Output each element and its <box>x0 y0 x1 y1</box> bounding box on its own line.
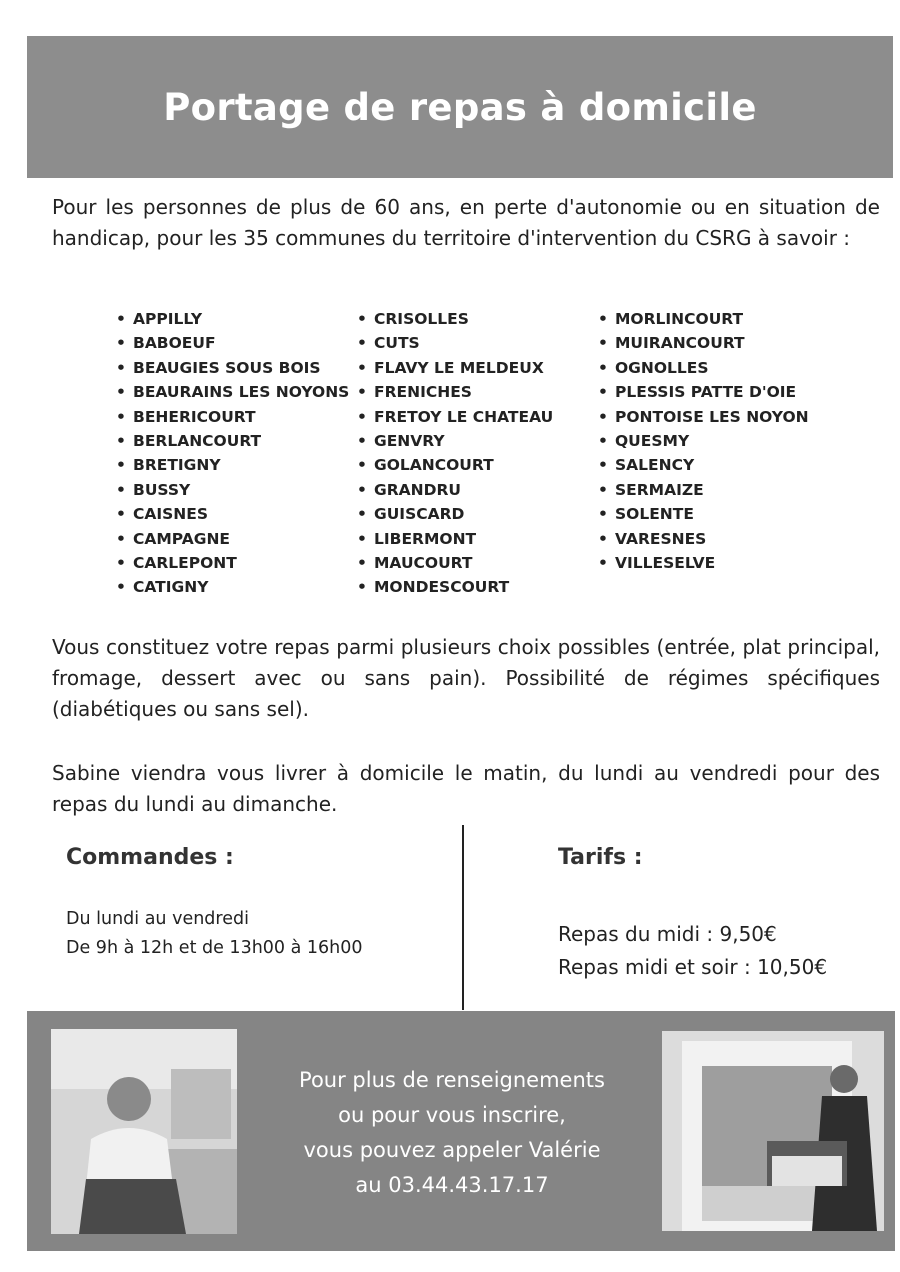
tarifs-prices <box>558 918 827 984</box>
contact-banner <box>27 1011 895 1251</box>
bullet-icon: • <box>598 432 608 451</box>
commune-name: QUESMY <box>615 432 690 451</box>
bullet-icon: • <box>116 432 126 451</box>
commune-name: GRANDRU <box>374 480 462 499</box>
commune-name: MAUCOURT <box>374 554 473 573</box>
communes-column-1 <box>116 307 357 600</box>
contact-line-2: ou pour vous inscrire, <box>338 1103 566 1127</box>
commune-name: VILLESELVE <box>615 554 716 573</box>
bullet-icon: • <box>598 334 608 353</box>
commune-name: CATIGNY <box>133 578 209 597</box>
contact-line-1: Pour plus de renseignements <box>299 1068 605 1092</box>
bullet-icon: • <box>357 505 367 524</box>
commandes-hours <box>66 905 363 963</box>
contact-line-3: vous pouvez appeler Valérie <box>303 1138 601 1162</box>
commune-name: CRISOLLES <box>374 310 469 328</box>
bullet-icon: • <box>116 505 126 524</box>
commune-item <box>116 575 357 599</box>
bullet-icon: • <box>598 358 608 377</box>
commune-item <box>116 527 357 551</box>
commune-item <box>357 331 598 355</box>
commune-item <box>116 307 357 331</box>
commune-name: CAMPAGNE <box>133 529 231 548</box>
commune-name: CAISNES <box>133 505 209 524</box>
commune-item <box>116 429 357 453</box>
bullet-icon: • <box>116 310 126 328</box>
commune-item <box>116 356 357 380</box>
bullet-icon: • <box>357 529 367 548</box>
commune-name: OGNOLLES <box>615 358 709 377</box>
section-divider <box>462 825 464 1010</box>
bullet-icon: • <box>116 383 126 402</box>
commune-item <box>598 307 868 331</box>
commune-name: BERLANCOURT <box>133 432 262 451</box>
bullet-icon: • <box>116 529 126 548</box>
commune-name: LIBERMONT <box>374 529 477 548</box>
commune-name: GUISCARD <box>374 505 465 524</box>
commune-name: BEHERICOURT <box>133 407 256 426</box>
bullet-icon: • <box>116 358 126 377</box>
commune-name: BRETIGNY <box>133 456 221 475</box>
page-title: Portage de repas à domicile <box>163 85 757 129</box>
bullet-icon: • <box>598 480 608 499</box>
bullet-icon: • <box>357 554 367 573</box>
commune-item <box>116 453 357 477</box>
bullet-icon: • <box>116 456 126 475</box>
bullet-icon: • <box>357 334 367 353</box>
communes-column-2 <box>357 307 598 600</box>
tarif-midi: Repas du midi : 9,50€ <box>558 922 777 946</box>
bullet-icon: • <box>357 310 367 328</box>
bullet-icon: • <box>357 383 367 402</box>
commune-item <box>598 331 868 355</box>
commune-item <box>357 380 598 404</box>
commune-name: MUIRANCOURT <box>615 334 745 353</box>
commune-item <box>357 405 598 429</box>
commandes-times: De 9h à 12h et de 13h00 à 16h00 <box>66 938 363 958</box>
commune-item <box>116 502 357 526</box>
bullet-icon: • <box>598 383 608 402</box>
commune-name: CARLEPONT <box>133 554 237 573</box>
commune-item <box>116 380 357 404</box>
commune-name: MONDESCOURT <box>374 578 510 597</box>
meal-choice-paragraph: Vous constituez votre repas parmi plusieurs choix possibles (entrée, plat principal, fromage, dessert avec ou sans pain). Possibilité de régimes spécifiques (diabétiques ou sans sel). <box>52 635 880 721</box>
bullet-icon: • <box>357 432 367 451</box>
bullet-icon: • <box>598 310 608 328</box>
commune-name: BEAURAINS LES NOYONS <box>133 383 350 402</box>
commune-name: PLESSIS PATTE D'OIE <box>615 383 797 402</box>
contact-phone: au 03.44.43.17.17 <box>355 1173 549 1197</box>
commune-item <box>598 453 868 477</box>
commune-item <box>598 551 868 575</box>
delivery-paragraph: Sabine viendra vous livrer à domicile le matin, du lundi au vendredi pour des repas du lundi au dimanche. <box>52 761 880 816</box>
bullet-icon: • <box>116 407 126 426</box>
commandes-days: Du lundi au vendredi <box>66 909 249 929</box>
bullet-icon: • <box>116 578 126 597</box>
tarifs-title: Tarifs : <box>558 845 643 870</box>
bullet-icon: • <box>357 456 367 475</box>
commune-item <box>116 331 357 355</box>
commune-item <box>116 478 357 502</box>
commune-name: GENVRY <box>374 432 445 451</box>
commune-item <box>598 527 868 551</box>
commune-item <box>598 502 868 526</box>
commune-name: BABOEUF <box>133 334 216 353</box>
commune-item <box>598 478 868 502</box>
commune-item <box>116 405 357 429</box>
bullet-icon: • <box>116 334 126 353</box>
photo-delivery-van <box>662 1031 884 1231</box>
commune-item <box>357 453 598 477</box>
commune-name: APPILLY <box>133 310 203 328</box>
bullet-icon: • <box>116 554 126 573</box>
commune-item <box>357 356 598 380</box>
commune-name: SERMAIZE <box>615 480 704 499</box>
commune-name: FLAVY LE MELDEUX <box>374 358 544 377</box>
bullet-icon: • <box>357 480 367 499</box>
communes-column-3 <box>598 307 868 600</box>
commune-item <box>357 575 598 599</box>
title-banner <box>27 36 893 178</box>
commune-name: FRETOY LE CHATEAU <box>374 407 554 426</box>
commandes-title: Commandes : <box>66 845 234 870</box>
commune-name: SOLENTE <box>615 505 694 524</box>
bullet-icon: • <box>598 407 608 426</box>
commune-item <box>598 429 868 453</box>
tarif-midi-soir: Repas midi et soir : 10,50€ <box>558 955 828 979</box>
commune-item <box>598 380 868 404</box>
bullet-icon: • <box>116 480 126 499</box>
commune-item <box>357 502 598 526</box>
intro-paragraph: Pour les personnes de plus de 60 ans, en perte d'autonomie ou en situation de handicap, pour les 35 communes du territoire d'intervention du CSRG à savoir : <box>52 195 880 250</box>
bullet-icon: • <box>598 505 608 524</box>
bullet-icon: • <box>598 554 608 573</box>
commune-name: BEAUGIES SOUS BOIS <box>133 358 321 377</box>
commune-item <box>357 307 598 331</box>
commune-item <box>357 527 598 551</box>
commune-name: GOLANCOURT <box>374 456 494 475</box>
bullet-icon: • <box>598 456 608 475</box>
commune-name: FRENICHES <box>374 383 472 402</box>
commune-name: PONTOISE LES NOYON <box>615 407 809 426</box>
bullet-icon: • <box>357 407 367 426</box>
photo-woman-at-desk <box>51 1029 237 1234</box>
commune-item <box>357 551 598 575</box>
commune-item <box>598 356 868 380</box>
commune-name: BUSSY <box>133 480 191 499</box>
bullet-icon: • <box>598 529 608 548</box>
commune-name: VARESNES <box>615 529 707 548</box>
commune-name: SALENCY <box>615 456 695 475</box>
commune-item <box>116 551 357 575</box>
contact-text <box>247 1063 657 1203</box>
commune-item <box>598 405 868 429</box>
bullet-icon: • <box>357 358 367 377</box>
commune-name: MORLINCOURT <box>615 310 744 328</box>
communes-list <box>116 307 876 600</box>
commune-name: CUTS <box>374 334 420 353</box>
bullet-icon: • <box>357 578 367 597</box>
commune-item <box>357 478 598 502</box>
commune-item <box>357 429 598 453</box>
